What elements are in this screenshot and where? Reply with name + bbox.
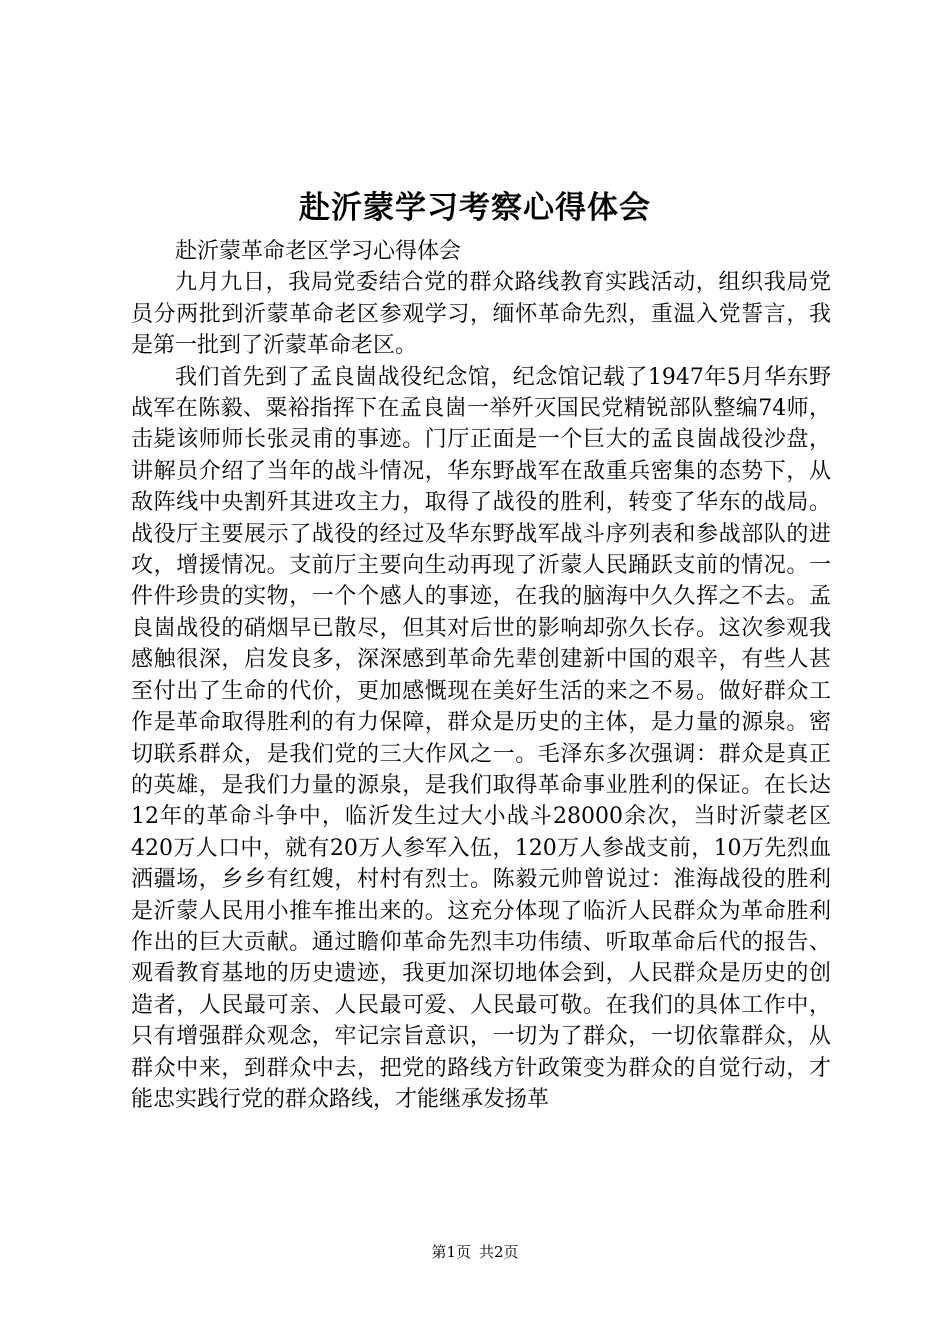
document-body [131, 236, 831, 1115]
page-number-current: 第1页 [431, 1243, 471, 1261]
paragraph: 九月九日，我局党委结合党的群众路线教育实践活动，组织我局党员分两批到沂蒙革命老区参观学习，缅怀革命先烈，重温入党誓言，我是第一批到了沂蒙革命老区。 [131, 270, 831, 359]
document-title: 赴沂蒙学习考察心得体会 [299, 190, 651, 226]
document-subtitle: 赴沂蒙革命老区学习心得体会 [175, 239, 462, 264]
page-number-total: 共2页 [479, 1243, 519, 1261]
paragraph: 我们首先到了孟良崮战役纪念馆，纪念馆记载了1947年5月华东野战军在陈毅、粟裕指挥下在孟良崮一举歼灭国民党精锐部队整编74师，击毙该师师长张灵甫的事迹。门厅正面是一个巨大的孟良崮战役沙盘，讲解员介绍了当年的战斗情况，华东野战军在敌重兵密集的态势下，从敌阵线中央割歼其进攻主力，取得了战役的胜利，转变了华东的战局。战役厅主要展示了战役的经过及华东野战军战斗序列表和参战部队的进攻，增援情况。支前厅主要向生动再现了沂蒙人民踊跃支前的情况。一件件珍贵的实物，一个个感人的事迹，在我的脑海中久久挥之不去。孟良崮战役的硝烟早已散尽，但其对后世的影响却弥久长存。这次参观我感触很深，启发良多，深深感到革命先辈创建新中国的艰辛，有些人甚至付出了生命的代价，更加感慨现在美好生活的来之不易。做好群众工作是革命取得胜利的有力保障，群众是历史的主体，是力量的源泉。密切联系群众，是我们党的三大作风之一。毛泽东多次强调：群众是真正的英雄，是我们力量的源泉，是我们取得革命事业胜利的保证。在长达12年的革命斗争中，临沂发生过大小战斗28000余次，当时沂蒙老区420万人口中，就有20万人参军入伍，120万人参战支前，10万先烈血洒疆场，乡乡有红嫂，村村有烈士。陈毅元帅曾说过：淮海战役的胜利是沂蒙人民用小推车推出来的。这充分体现了临沂人民群众为革命胜利作出的巨大贡献。通过瞻仰革命先烈丰功伟绩、听取革命后代的报告、观看教育基地的历史遗迹，我更加深切地体会到，人民群众是历史的创造者，人民最可亲、人民最可爱、人民最可敬。在我们的具体工作中，只有增强群众观念，牢记宗旨意识，一切为了群众，一切依靠群众，从群众中来，到群众中去，把党的路线方针政策变为群众的自觉行动，才能忠实践行党的群众路线，才能继承发扬革 [131, 364, 831, 1112]
page-footer [0, 1242, 950, 1262]
